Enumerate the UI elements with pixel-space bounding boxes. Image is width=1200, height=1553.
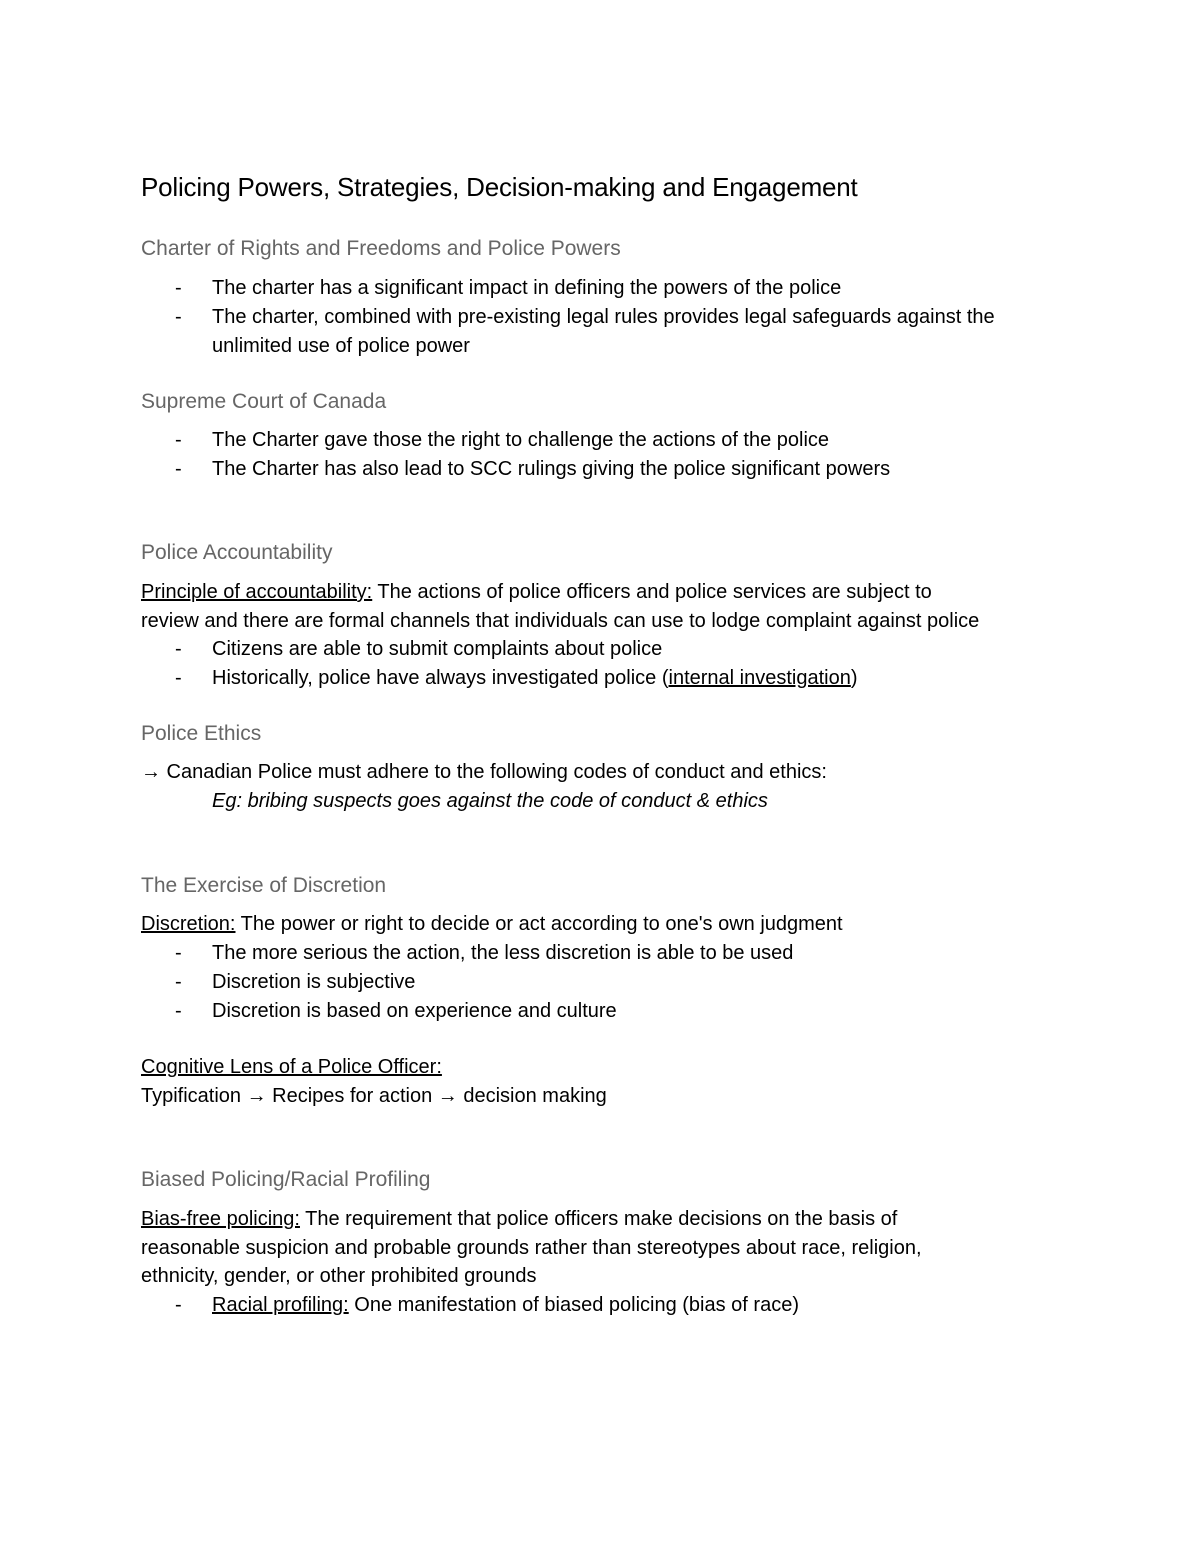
bullet-marker: - bbox=[175, 1000, 182, 1022]
accountability-bullet-1: Citizens are able to submit complaints about police bbox=[212, 638, 663, 660]
heading-ethics: Police Ethics bbox=[141, 722, 262, 745]
document-title: Policing Powers, Strategies, Decision-making and Engagement bbox=[141, 172, 858, 202]
bullet-marker: - bbox=[175, 429, 182, 451]
heading-scc: Supreme Court of Canada bbox=[141, 390, 387, 413]
bullet-marker: - bbox=[175, 942, 182, 964]
accountability-bullet-2 bbox=[212, 664, 858, 693]
heading-accountability: Police Accountability bbox=[141, 541, 333, 564]
bullet-marker: - bbox=[175, 1294, 182, 1316]
bullet-marker: - bbox=[175, 458, 182, 480]
bullet-marker: - bbox=[175, 638, 182, 660]
discretion-bullet-1: The more serious the action, the less discretion is able to be used bbox=[212, 942, 794, 964]
accountability-definition-text: The actions of police officers and police services are subject to bbox=[372, 581, 932, 603]
discretion-definition bbox=[141, 910, 843, 939]
accountability-definition bbox=[141, 578, 932, 607]
internal-investigation-term: internal investigation bbox=[668, 667, 851, 689]
bias-free-definition-cont-1: reasonable suspicion and probable grounds rather than stereotypes about race, religion, bbox=[141, 1237, 922, 1259]
cognitive-lens-line: Typification → Recipes for action → decision making bbox=[141, 1085, 607, 1107]
heading-biased-policing: Biased Policing/Racial Profiling bbox=[141, 1168, 431, 1191]
bullet-marker: - bbox=[175, 667, 182, 689]
charter-bullet-2-cont: unlimited use of police power bbox=[212, 335, 470, 357]
close-paren: ) bbox=[850, 667, 858, 689]
ethics-example: Eg: bribing suspects goes against the code of conduct & ethics bbox=[212, 790, 768, 812]
racial-profiling-text: One manifestation of biased policing (bias of race) bbox=[348, 1294, 799, 1316]
bias-free-definition-text: The requirement that police officers make decisions on the basis of bbox=[299, 1208, 898, 1230]
bullet-marker: - bbox=[175, 971, 182, 993]
bullet-marker: - bbox=[175, 277, 182, 299]
racial-profiling-bullet bbox=[212, 1291, 799, 1320]
heading-discretion: The Exercise of Discretion bbox=[141, 874, 387, 897]
bias-free-term: Bias-free policing: bbox=[141, 1208, 300, 1230]
discretion-term: Discretion: bbox=[141, 913, 236, 935]
accountability-bullet-2-text: Historically, police have always investigated police ( bbox=[212, 667, 669, 689]
heading-charter: Charter of Rights and Freedoms and Police Powers bbox=[141, 237, 621, 260]
discretion-bullet-3: Discretion is based on experience and culture bbox=[212, 1000, 617, 1022]
racial-profiling-term: Racial profiling: bbox=[212, 1294, 349, 1316]
bullet-marker: - bbox=[175, 306, 182, 328]
charter-bullet-1: The charter has a significant impact in defining the powers of the police bbox=[212, 277, 842, 299]
bias-free-definition bbox=[141, 1205, 897, 1234]
accountability-term: Principle of accountability: bbox=[141, 581, 373, 603]
bias-free-definition-cont-2: ethnicity, gender, or other prohibited grounds bbox=[141, 1265, 537, 1287]
accountability-definition-cont: review and there are formal channels that individuals can use to lodge complaint against police bbox=[141, 610, 980, 632]
charter-bullet-2: The charter, combined with pre-existing legal rules provides legal safeguards against the bbox=[212, 306, 995, 328]
scc-bullet-2: The Charter has also lead to SCC rulings giving the police significant powers bbox=[212, 458, 891, 480]
cognitive-lens-term: Cognitive Lens of a Police Officer: bbox=[141, 1056, 442, 1078]
scc-bullet-1: The Charter gave those the right to challenge the actions of the police bbox=[212, 429, 830, 451]
discretion-definition-text: The power or right to decide or act according to one's own judgment bbox=[235, 913, 843, 935]
discretion-bullet-2: Discretion is subjective bbox=[212, 971, 416, 993]
ethics-line: → Canadian Police must adhere to the following codes of conduct and ethics: bbox=[141, 761, 827, 783]
